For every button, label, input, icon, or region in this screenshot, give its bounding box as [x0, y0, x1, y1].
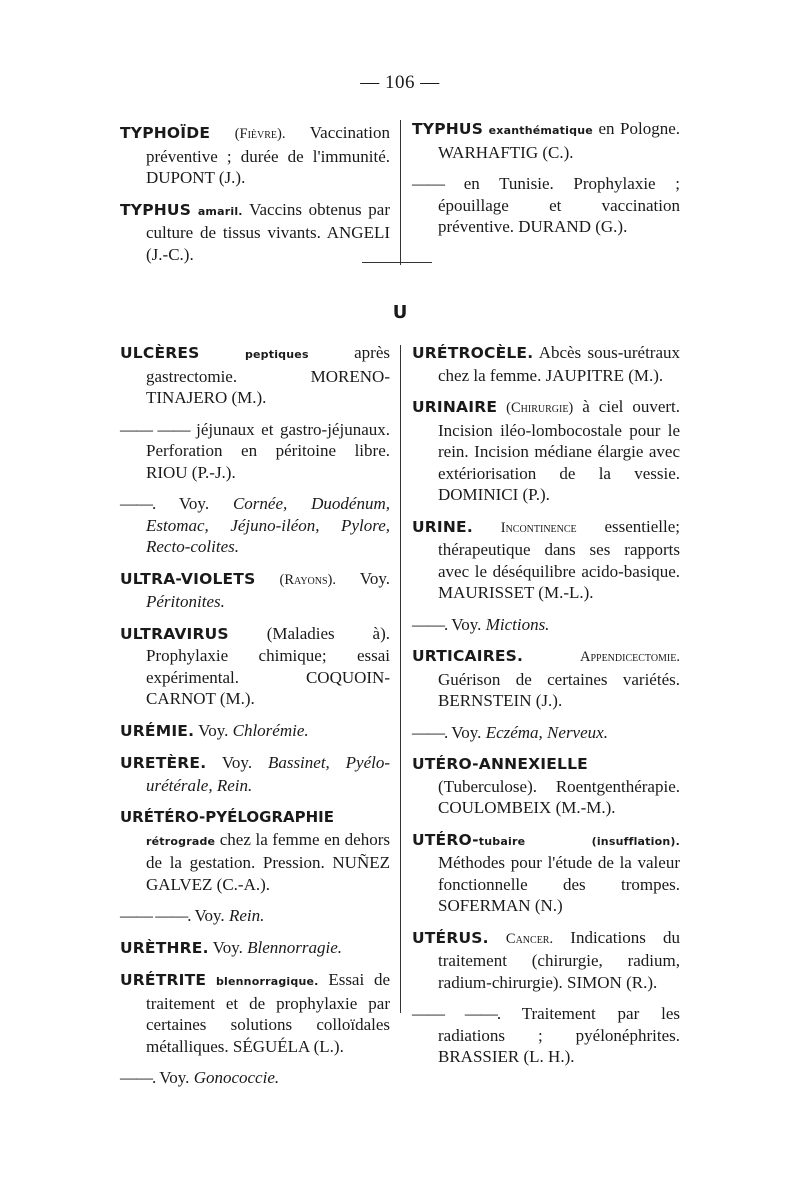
entry-text: Indications du traitement (chirurgie, radium, radium-chirurgie). SIMON (R.).	[438, 927, 680, 992]
voy-label: Voy.	[159, 1068, 190, 1087]
entry	[412, 516, 680, 604]
entry-text: Abcès sous-urétraux chez la femme. JAUPITRE (M.).	[438, 343, 681, 385]
voy-label: Voy.	[359, 568, 390, 588]
repeat-dash: ——.	[120, 1068, 156, 1087]
entry	[412, 396, 680, 506]
subheading: (Maladies à).	[266, 623, 390, 643]
cross-references: Péritonites.	[146, 592, 225, 611]
entry-text: Vaccination préventive ; durée de l'immunité. DUPONT (J.).	[146, 123, 390, 187]
entry	[412, 614, 680, 636]
entry-text: à ciel ouvert. Incision iléo-lombocostale pour le rein. Incision médiane élargie avec extériorisation de la vessie. DOMINICI (P.).	[438, 397, 681, 504]
entry-text: Méthodes pour l'étude de la valeur fonctionnelle des trompes. SOFERMAN (N.)	[438, 853, 680, 915]
repeat-dash: ——.	[412, 722, 448, 742]
cross-references: Rein.	[228, 906, 265, 925]
cross-references: Gonococcie.	[193, 1068, 280, 1087]
entry-text: jéjunaux et gastro-jéjunaux. Perforation en péritoine libre. RIOU (P.-J.).	[146, 419, 390, 482]
repeat-dash: ——.	[120, 494, 156, 513]
repeat-dash: —— ——.	[412, 1004, 501, 1023]
voy-label: Voy.	[221, 753, 253, 772]
entry	[412, 753, 680, 819]
voy-label: Voy.	[198, 720, 229, 740]
entry	[120, 493, 390, 558]
headword: URÉMIE.	[120, 721, 195, 740]
subheading: tubaire (insufflation).	[478, 834, 680, 848]
headword: UTÉRO-ANNEXIELLE	[412, 755, 588, 773]
headword: ULTRAVIRUS	[120, 624, 229, 643]
subheading: rétrograde	[146, 834, 216, 848]
entry-text: chez la femme en dehors de la gestation. Pression. NUÑEZ GALVEZ (C.-A.).	[146, 829, 390, 894]
voy-label: Voy.	[212, 937, 243, 957]
entry	[120, 905, 390, 927]
entry	[412, 173, 680, 238]
headword: URÉTÉRO-PYÉLOGRAPHIE	[120, 808, 334, 826]
entry	[120, 419, 390, 484]
cross-references: Blennorragie.	[247, 937, 343, 957]
entry	[120, 623, 390, 710]
section-letter: U	[392, 302, 408, 323]
entry	[120, 342, 390, 409]
subheading: amaril.	[197, 204, 243, 218]
left-column	[120, 342, 390, 1099]
headword: TYPHUS	[412, 120, 484, 138]
entry-text: essentielle; thérapeutique dans ses rapports avec le déséquilibre acido-basique. MAURISSET (M.-L.).	[438, 516, 680, 602]
subheading: Cancer.	[505, 930, 554, 947]
subheading: (Fièvre).	[234, 126, 286, 142]
entry	[412, 118, 680, 163]
repeat-dash: ——.	[412, 614, 448, 634]
cross-references: Bassinet, Pyélo-urétérale, Rein.	[146, 753, 391, 795]
top-left-column	[120, 122, 390, 275]
entry	[412, 829, 680, 917]
entry-text: Prophylaxie chimique; essai expérimental. COQUOIN-CARNOT (M.).	[146, 646, 390, 708]
cross-references: Cornée, Duodénum, Estomac, Jéjuno-iléon, Pylore, Recto-colites.	[146, 494, 390, 556]
headword: URÉTRITE	[120, 971, 207, 989]
subheading: (Chirurgie)	[506, 400, 574, 416]
headword: ULTRA-VIOLETS	[120, 569, 256, 588]
headword: UTÉRO-	[412, 830, 479, 849]
entry	[120, 199, 390, 266]
entry	[120, 568, 390, 613]
entry	[120, 720, 390, 743]
cross-references: Chlorémie.	[232, 720, 309, 740]
voy-label: Voy.	[178, 494, 210, 513]
entry	[120, 937, 390, 960]
entry	[120, 122, 390, 189]
entry-text: (Tuberculose). Roentgenthérapie. COULOMBEIX (M.-M.).	[438, 776, 680, 817]
voy-label: Voy.	[194, 906, 225, 925]
entry	[120, 969, 390, 1057]
page-number: — 106 —	[360, 72, 440, 93]
repeat-dash: —— ——	[120, 419, 190, 439]
subheading: blennorragique.	[215, 975, 319, 988]
entry	[120, 806, 390, 895]
headword: ULCÈRES	[120, 344, 200, 362]
top-right-column	[412, 118, 680, 248]
voy-label: Voy.	[451, 722, 482, 742]
section-divider	[362, 262, 432, 263]
headword: URÈTHRE.	[120, 938, 209, 957]
entry	[412, 1003, 680, 1068]
entry	[120, 752, 390, 796]
repeat-dash: ——	[412, 174, 444, 193]
entry-text: en Tunisie. Prophylaxie ; épouillage et vaccination préventive. DURAND (G.).	[438, 174, 680, 236]
headword: URINAIRE	[412, 398, 498, 416]
entry	[412, 645, 680, 712]
cross-references: Mictions.	[485, 614, 550, 634]
entry-text: Vaccins obtenus par culture de tissus vivants. ANGELI (J.-C.).	[146, 199, 390, 264]
right-column	[412, 342, 680, 1078]
entry-text: après gastrectomie. MORENO-TINAJERO (M.).	[146, 343, 390, 407]
subheading: peptiques	[244, 348, 309, 361]
headword: UTÉRUS.	[412, 928, 489, 947]
cross-references: Eczéma, Nerveux.	[485, 722, 608, 742]
entry	[120, 1067, 390, 1089]
headword: URTICAIRES.	[412, 647, 524, 665]
subheading: (Rayons).	[279, 571, 336, 588]
entry-text: en Pologne. WARHAFTIG (C.).	[438, 119, 680, 162]
entry-text: Traitement par les radiations ; pyélonéphrites. BRASSIER (L. H.).	[438, 1004, 680, 1066]
entry-text: Guérison de certaines variétés. BERNSTEIN (J.).	[438, 669, 680, 710]
headword: TYPHUS	[120, 200, 192, 219]
headword: URINE.	[412, 517, 473, 536]
entry	[412, 342, 680, 386]
subheading: Incontinence	[500, 519, 577, 536]
headword: URÉTROCÈLE.	[412, 344, 534, 362]
headword: URETÈRE.	[120, 754, 207, 772]
headword: TYPHOÏDE	[120, 124, 211, 142]
column-divider	[400, 120, 401, 265]
subheading: exanthématique	[488, 124, 593, 137]
subheading: Appendicectomie.	[579, 649, 680, 665]
column-divider	[400, 345, 401, 1013]
voy-label: Voy.	[451, 614, 482, 634]
repeat-dash: —— ——.	[120, 906, 191, 925]
entry	[412, 722, 680, 744]
entry-text: Essai de traitement et de prophylaxie par certaines solutions colloïdales métalliques. SÉGUÉLA (L.).	[146, 970, 391, 1056]
entry	[412, 927, 680, 994]
